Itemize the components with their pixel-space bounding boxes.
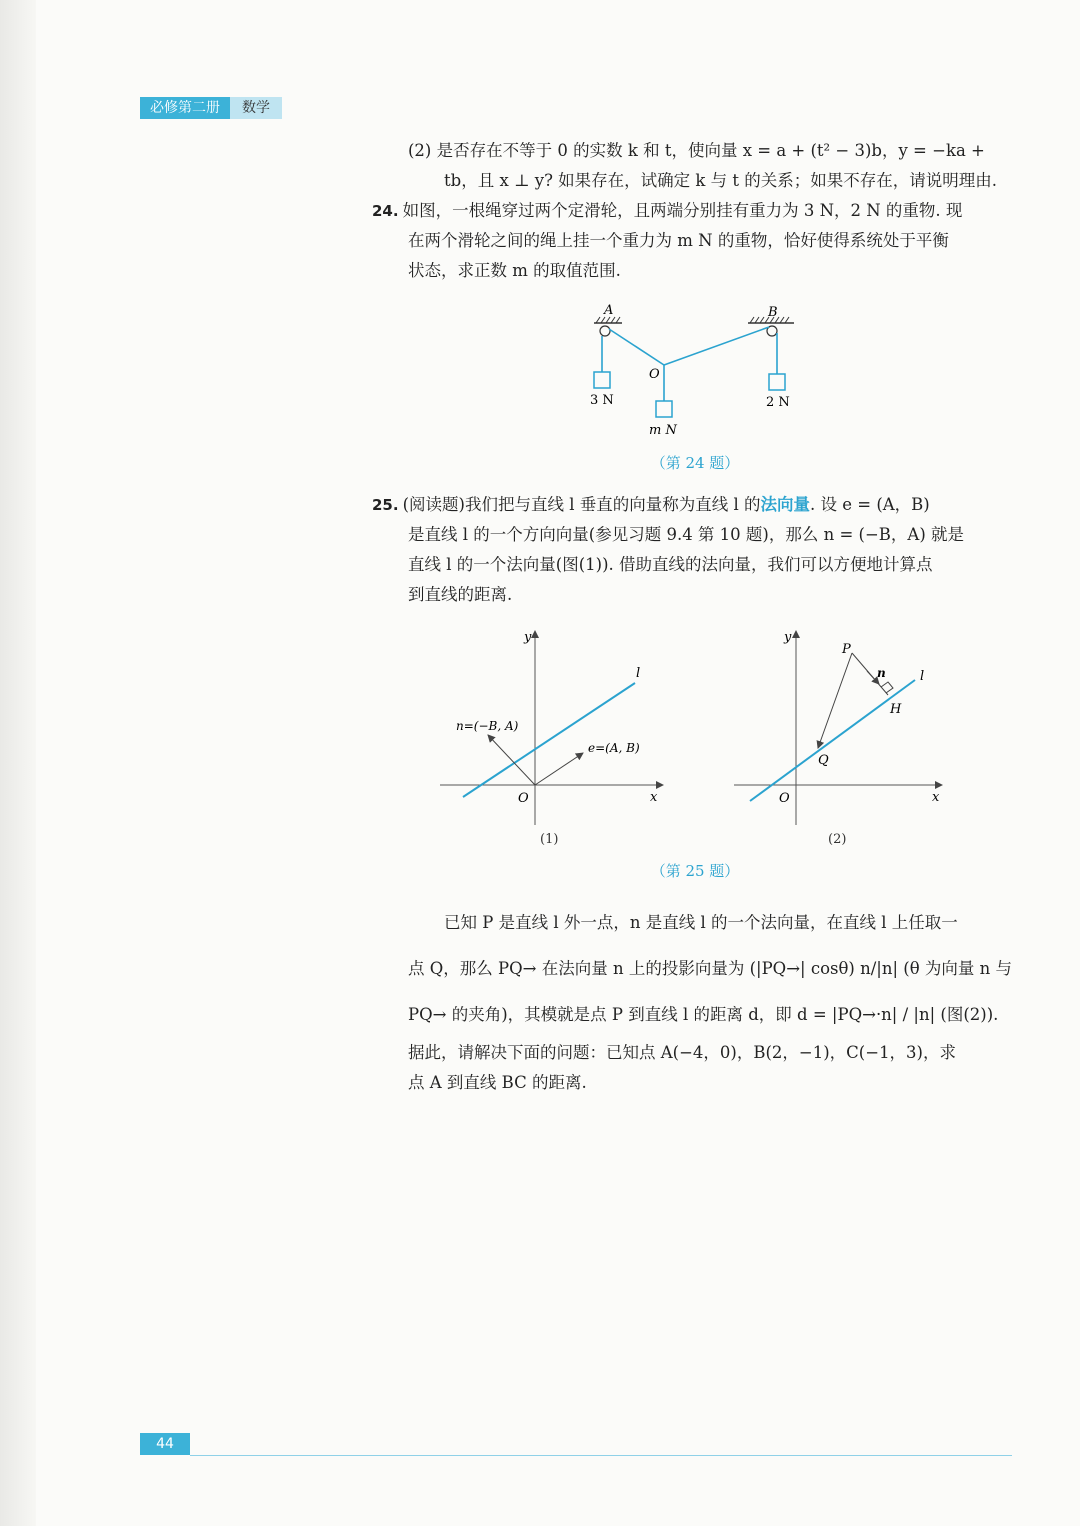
weight-3N: [594, 372, 610, 388]
q25-line-4: 到直线的距离.: [408, 585, 513, 604]
book-title: 必修第二册: [140, 97, 230, 119]
fig2-P-label: P: [842, 642, 851, 657]
question-24: [372, 196, 1017, 286]
q24-line-3: 状态，求正数 m 的取值范围.: [408, 261, 621, 280]
figure-25-2: [732, 625, 947, 830]
question-number: 24.: [372, 202, 399, 220]
para-line-2: 点 Q，那么 PQ→ 在法向量 n 上的投影向量为 (|PQ→| cosθ) n/|n| (θ 为向量 n 与: [408, 959, 1012, 978]
fig2-origin-label: O: [779, 791, 790, 806]
fig1-origin-label: O: [518, 791, 529, 806]
fig2-vector-PQ: [818, 653, 852, 748]
fig1-n-label: n=(−B, A): [456, 719, 519, 733]
q25-line-1-post: . 设 e = (A，B): [810, 495, 930, 514]
fig1-x-label: x: [650, 790, 658, 805]
fig1-vector-n: [488, 735, 535, 785]
para-line-1: 已知 P 是直线 l 外一点，n 是直线 l 的一个法向量，在直线 l 上任取一: [444, 913, 958, 932]
question-23-part-2: [372, 136, 1017, 196]
q25-reading-paragraph: [372, 900, 1032, 1098]
pulley-figure: [580, 300, 810, 445]
q25-line-2: 是直线 l 的一个方向向量(参见习题 9.4 第 10 题)，那么 n = (−B，A) 就是: [408, 525, 965, 544]
page-number: 44: [140, 1433, 190, 1455]
weight-right-label: 2 N: [766, 395, 790, 410]
para-line-5: 点 A 到直线 BC 的距离.: [408, 1073, 587, 1092]
fig1-e-label: e=(A, B): [588, 741, 640, 755]
normal-vector-term: 法向量: [760, 495, 810, 514]
label-B: B: [768, 305, 778, 320]
figure-25-1-subcaption: (1): [540, 832, 559, 847]
q25-line-3: 直线 l 的一个法向量(图(1)). 借助直线的法向量，我们可以方便地计算点: [408, 555, 933, 574]
fig2-Q-label: Q: [818, 753, 829, 768]
footer-rule: [190, 1455, 1012, 1456]
q24-line-2: 在两个滑轮之间的绳上挂一个重力为 m N 的重物，恰好使得系统处于平衡: [408, 231, 949, 250]
fig2-x-label: x: [932, 790, 940, 805]
fig2-y-label: y: [784, 630, 792, 645]
running-header: [140, 97, 282, 119]
weight-mid-label: m N: [649, 423, 677, 438]
figure-25-1: [438, 625, 670, 830]
weight-2N: [769, 374, 785, 390]
weight-left-label: 3 N: [590, 393, 614, 408]
fig1-y-label: y: [524, 630, 532, 645]
para-line-4: 据此，请解决下面的问题：已知点 A(−4，0)，B(2，−1)，C(−1，3)，求: [408, 1043, 956, 1062]
figure-25-caption: （第 25 题）: [650, 862, 740, 880]
q23-line-1: (2) 是否存在不等于 0 的实数 k 和 t，使向量 x = a + (t² − 3)b，y = −ka +: [408, 141, 985, 160]
page-spine-shadow: [0, 0, 36, 1526]
figure-24-caption: （第 24 题）: [650, 454, 740, 472]
weight-mN: [656, 401, 672, 417]
q23-line-2: tb，且 x ⊥ y? 如果存在，试确定 k 与 t 的关系；如果不存在，请说明理由.: [444, 171, 998, 190]
label-O: O: [649, 367, 660, 382]
fig1-vector-e: [535, 753, 583, 785]
para-line-3: PQ→ 的夹角)，其模就是点 P 到直线 l 的距离 d，即 d = |PQ→·n| / |n| (图(2)).: [408, 1005, 999, 1024]
fig2-line-l: [750, 680, 915, 801]
pulley-A: [600, 326, 610, 336]
q24-line-1: 如图，一根绳穿过两个定滑轮，且两端分别挂有重力为 3 N，2 N 的重物. 现: [402, 201, 963, 220]
fig1-line-l: [463, 683, 635, 797]
question-25: [372, 490, 1017, 610]
figure-25-2-subcaption: (2): [828, 832, 847, 847]
fig2-right-angle-mark: [881, 682, 893, 693]
fig2-n-label: n: [877, 666, 886, 680]
q25-line-1-pre: (阅读题)我们把与直线 l 垂直的向量称为直线 l 的: [402, 495, 761, 514]
subject-title: 数学: [230, 97, 282, 119]
fig2-H-label: H: [890, 702, 902, 717]
fig1-l-label: l: [636, 666, 641, 681]
label-A: A: [604, 303, 614, 318]
question-number: 25.: [372, 496, 399, 514]
fig2-l-label: l: [920, 669, 925, 684]
